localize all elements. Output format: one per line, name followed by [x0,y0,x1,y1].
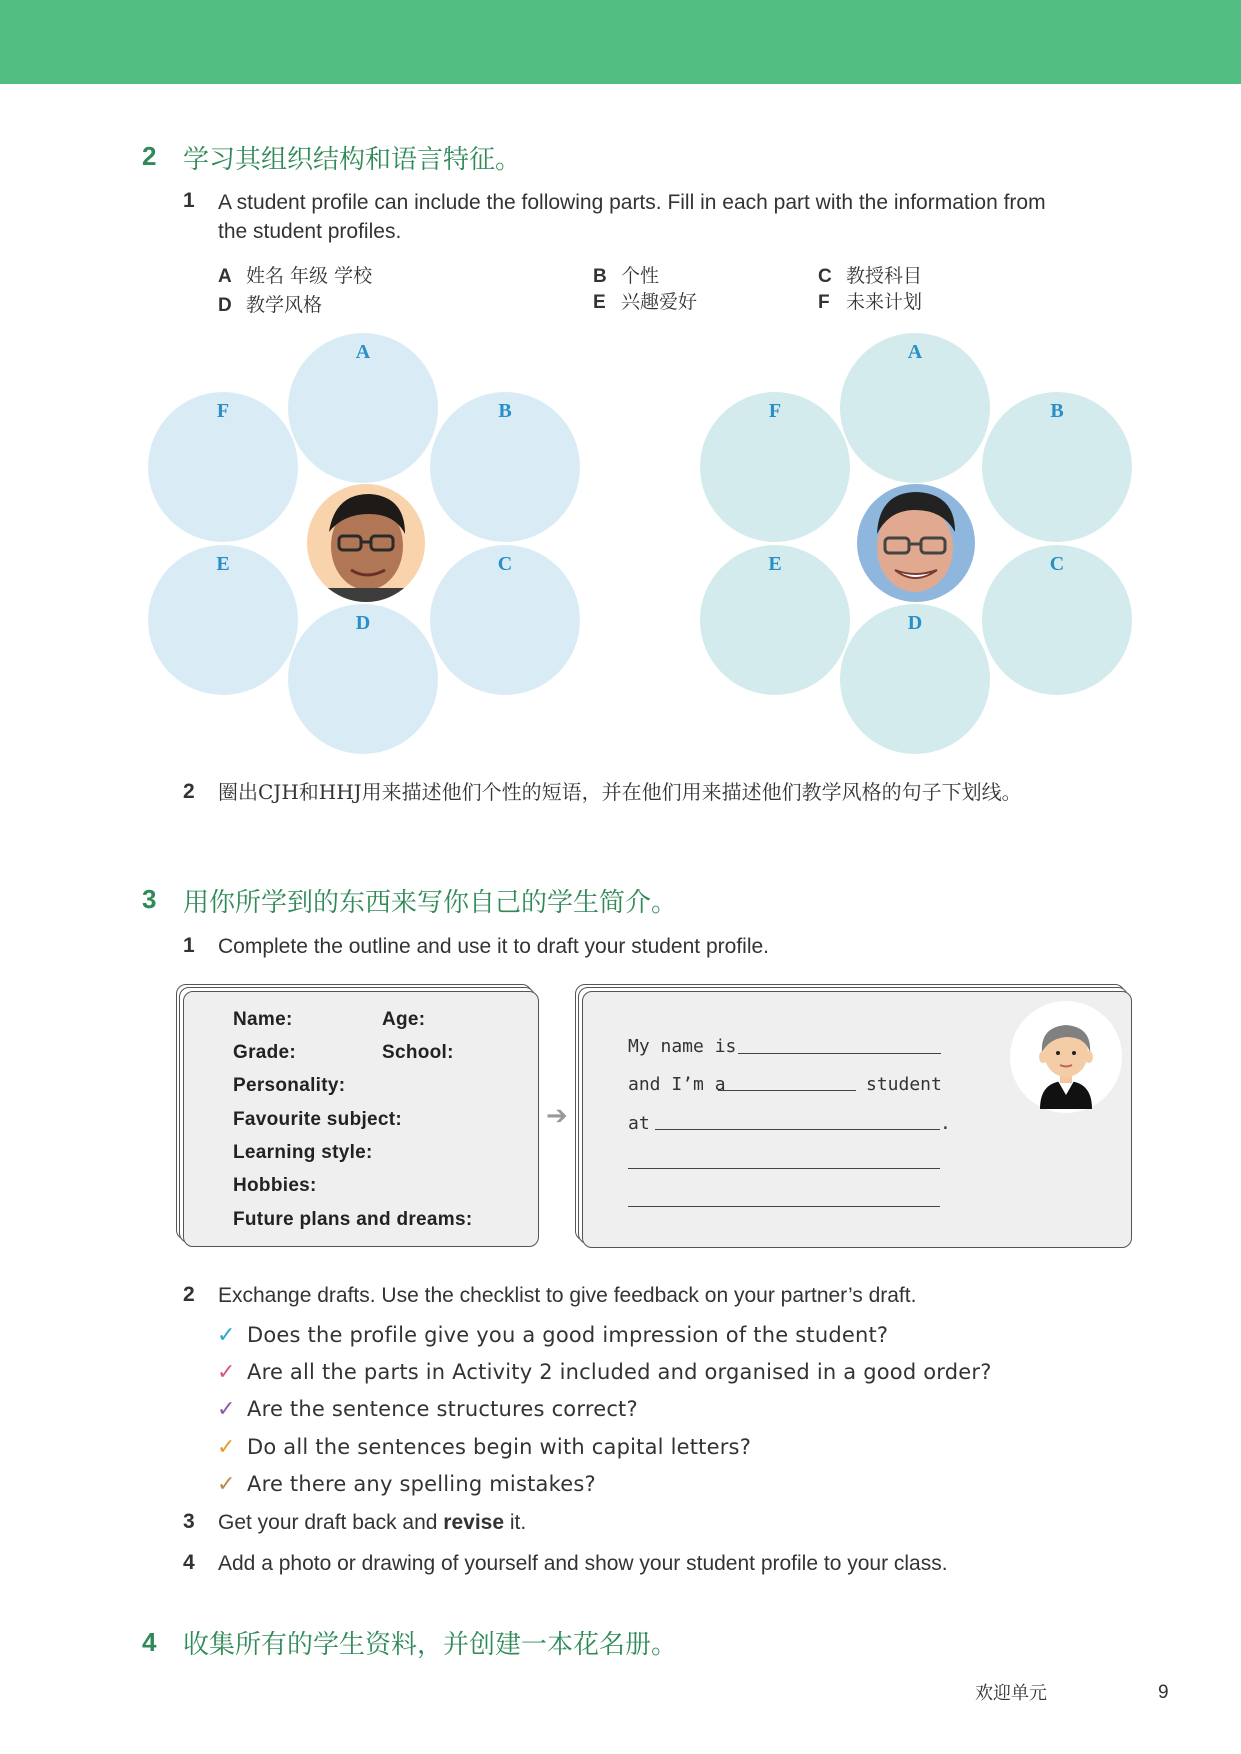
section-3-title: 用你所学到的东西来写你自己的学生简介。 [183,888,678,918]
draft-line-2-end: student [866,1074,942,1095]
option-b-letter: B [593,266,607,287]
checklist-item-text: Do all the sentences begin with capital letters? [247,1435,752,1459]
petal-label-f: F [768,400,782,422]
s2-item-2-text: 圈出CJH和HHJ用来描述他们个性的短语，并在他们用来描述他们教学风格的句子下划线。 [218,780,1022,804]
option-b-text: 个性 [621,265,660,287]
section-2-title: 学习其组织结构和语言特征。 [183,145,522,175]
s3-item-2-number: 2 [183,1283,195,1306]
petal-label-d: D [907,612,923,634]
option-f [818,287,922,314]
s2-item-2-number: 2 [183,780,195,803]
petal-label-a: A [907,341,923,363]
arrow-right-icon: ➔ [546,1100,568,1130]
s2-item-1-number: 1 [183,189,195,212]
teacher-photo-cjh [307,484,425,602]
draft-line-2-text: and I’m a [628,1074,726,1095]
portrait-icon [857,484,975,602]
s3-item-3-bold: revise [443,1511,505,1534]
checklist-item [217,1360,992,1385]
s3-item-3-post: it. [504,1511,527,1534]
draft-blank-line-5[interactable] [628,1206,940,1207]
option-b [593,261,659,288]
check-icon: ✓ [217,1472,236,1497]
petal-label-a: A [355,341,371,363]
checklist-item [217,1323,888,1348]
checklist-item [217,1435,751,1460]
section-3-number: 3 [142,884,157,914]
petal-label-d: D [355,612,371,634]
form-school-label: School: [382,1042,454,1063]
avatar [1010,1001,1122,1113]
teacher-photo-hhj [857,484,975,602]
form-future-label: Future plans and dreams: [233,1209,473,1230]
draft-line-1-text: My name is [628,1036,737,1057]
portrait-icon [307,484,425,602]
check-icon: ✓ [217,1323,236,1348]
s3-item-3-text [218,1508,526,1537]
option-c-text: 教授科目 [846,265,923,287]
draft-line-3-period: . [940,1113,951,1134]
form-grade-label: Grade: [233,1042,297,1063]
s3-item-1-number: 1 [183,934,195,957]
checklist-item-text: Are the sentence structures correct? [247,1397,638,1421]
petal-label-b: B [1050,400,1064,422]
draft-line-3-text: at [628,1113,650,1134]
checklist-item-text: Are all the parts in Activity 2 included and organised in a good order? [247,1360,992,1384]
petal-label-e: E [768,553,782,575]
petal-label-f: F [216,400,230,422]
option-f-letter: F [818,292,830,313]
draft-blank-grade[interactable] [718,1090,856,1091]
section-4-number: 4 [142,1627,157,1657]
s3-item-3-pre: Get your draft back and [218,1511,444,1534]
option-e-text: 兴趣爱好 [621,291,698,313]
option-d-text: 教学风格 [246,294,323,316]
checklist-item [217,1472,596,1497]
check-icon: ✓ [217,1397,236,1422]
checklist-item [217,1397,638,1422]
form-hobbies-label: Hobbies: [233,1175,317,1196]
checklist-item-text: Are there any spelling mistakes? [247,1472,596,1496]
form-learning-label: Learning style: [233,1142,373,1163]
section-2-number: 2 [142,141,157,171]
form-subject-label: Favourite subject: [233,1109,403,1130]
section-4-title: 收集所有的学生资料，并创建一本花名册。 [183,1630,678,1660]
petal-label-b: B [498,400,512,422]
s2-item-1-text-line2: the student profiles. [218,220,402,243]
s2-item-1-text-line1: A student profile can include the following parts. Fill in each part with the information from [218,191,1046,214]
s3-item-4-text: Add a photo or drawing of yourself and show your student profile to your class. [218,1552,948,1575]
page-number: 9 [1158,1682,1169,1703]
avatar-student-icon [1010,1001,1122,1113]
draft-blank-line-4[interactable] [628,1168,940,1169]
check-icon: ✓ [217,1360,236,1385]
petal-label-c: C [497,553,513,575]
option-d-letter: D [218,295,232,316]
option-c-letter: C [818,266,832,287]
petal-label-c: C [1049,553,1065,575]
petal-label-e: E [216,553,230,575]
option-a [218,261,372,288]
form-name-label: Name: [233,1009,293,1030]
form-age-label: Age: [382,1009,426,1030]
option-c [818,261,922,288]
draft-blank-school[interactable] [655,1129,940,1130]
s3-item-1-text: Complete the outline and use it to draft your student profile. [218,935,769,958]
s3-item-3-number: 3 [183,1510,195,1533]
form-personality-label: Personality: [233,1075,346,1096]
footer-unit-name: 欢迎单元 [975,1683,1047,1704]
option-e [593,287,697,314]
option-a-letter: A [218,266,232,287]
draft-blank-name[interactable] [738,1053,941,1054]
option-f-text: 未来计划 [846,291,923,313]
s3-item-4-number: 4 [183,1551,195,1574]
top-color-band [0,0,1241,84]
checklist-item-text: Does the profile give you a good impression of the student? [247,1323,889,1347]
option-e-letter: E [593,292,606,313]
s3-item-2-text: Exchange drafts. Use the checklist to give feedback on your partner’s draft. [218,1284,917,1307]
check-icon: ✓ [217,1435,236,1460]
option-d [218,290,322,317]
option-a-text: 姓名 年级 学校 [246,265,373,287]
